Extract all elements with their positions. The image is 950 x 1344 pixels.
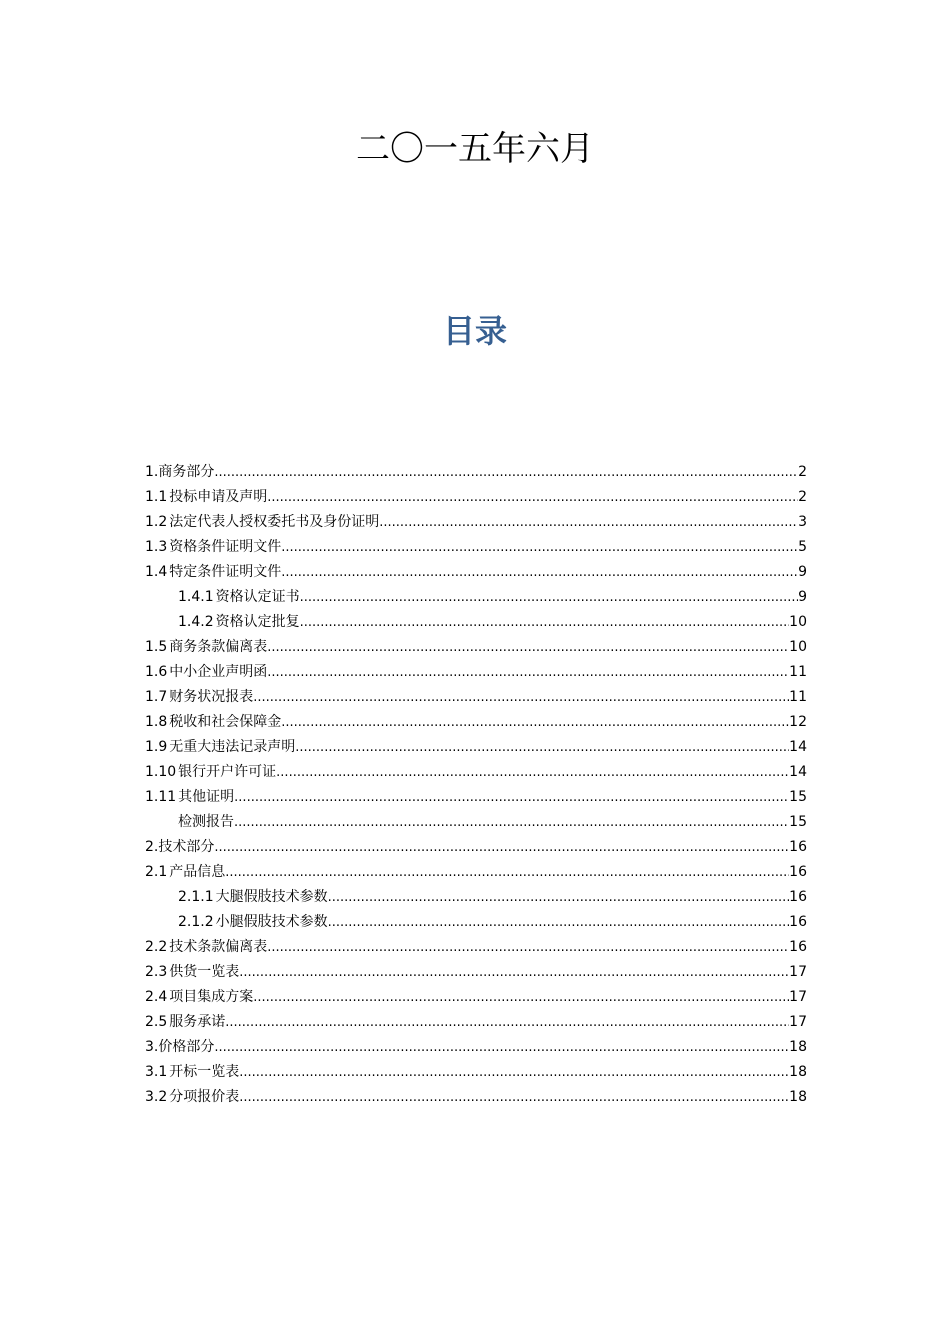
toc-entry-number: 1.8 bbox=[145, 714, 168, 730]
toc-entry-number: 1.1 bbox=[145, 489, 168, 505]
toc-entry-title: 开标一览表 bbox=[169, 1064, 240, 1080]
toc-entry-title: 价格部分 bbox=[158, 1039, 215, 1055]
toc-entry-title: 税收和社会保障金 bbox=[169, 714, 282, 730]
toc-dot-leader bbox=[379, 510, 798, 535]
toc-entry-title: 技术部分 bbox=[158, 839, 215, 855]
toc-dot-leader bbox=[225, 1010, 789, 1035]
toc-entry[interactable] bbox=[145, 1010, 807, 1035]
toc-entry-title: 资格认定批复 bbox=[215, 614, 300, 630]
toc-entry-page: 16 bbox=[789, 939, 807, 955]
toc-entry[interactable] bbox=[145, 985, 807, 1010]
toc-entry[interactable] bbox=[145, 535, 807, 560]
toc-entry[interactable] bbox=[145, 585, 807, 610]
toc-dot-leader bbox=[214, 460, 798, 485]
toc-entry[interactable] bbox=[145, 810, 807, 835]
toc-entry-title: 银行开户许可证 bbox=[178, 764, 277, 780]
toc-entry-page: 3 bbox=[798, 514, 807, 530]
toc-entry-number: 2.3 bbox=[145, 964, 168, 980]
toc-entry-page: 9 bbox=[798, 589, 807, 605]
toc-entry-number: 3.1 bbox=[145, 1064, 168, 1080]
toc-entry-page: 16 bbox=[789, 914, 807, 930]
toc-entry-page: 10 bbox=[789, 639, 807, 655]
toc-entry-page: 11 bbox=[789, 689, 807, 705]
toc-entry-page: 18 bbox=[789, 1064, 807, 1080]
toc-dot-leader bbox=[267, 485, 798, 510]
toc-entry-page: 18 bbox=[789, 1039, 807, 1055]
toc-entry-page: 14 bbox=[789, 764, 807, 780]
toc-entry-number: 1.10 bbox=[145, 764, 177, 780]
toc-dot-leader bbox=[267, 935, 789, 960]
toc-entry[interactable] bbox=[145, 835, 807, 860]
date-heading: 二〇一五年六月 bbox=[356, 129, 594, 169]
toc-entry-title: 小腿假肢技术参数 bbox=[215, 914, 328, 930]
toc-entry-title: 供货一览表 bbox=[169, 964, 240, 980]
toc-entry[interactable] bbox=[145, 935, 807, 960]
toc-entry-page: 10 bbox=[789, 614, 807, 630]
toc-entry-title: 无重大违法记录声明 bbox=[169, 739, 296, 755]
toc-entry[interactable] bbox=[145, 610, 807, 635]
toc-entry-title: 中小企业声明函 bbox=[169, 664, 268, 680]
toc-entry-title: 商务部分 bbox=[158, 464, 215, 480]
toc-entry-title: 商务条款偏离表 bbox=[169, 639, 268, 655]
toc-entry-title: 资格认定证书 bbox=[215, 589, 300, 605]
toc-dot-leader bbox=[253, 685, 789, 710]
toc-entry-page: 17 bbox=[789, 989, 807, 1005]
toc-dot-leader bbox=[281, 535, 798, 560]
toc-entry[interactable] bbox=[145, 1060, 807, 1085]
toc-entry-page: 9 bbox=[798, 564, 807, 580]
toc-dot-leader bbox=[281, 560, 798, 585]
toc-dot-leader bbox=[239, 1060, 789, 1085]
toc-dot-leader bbox=[281, 710, 789, 735]
toc-entry-page: 5 bbox=[798, 539, 807, 555]
toc-entry[interactable] bbox=[145, 860, 807, 885]
toc-entry[interactable] bbox=[145, 885, 807, 910]
toc-entry-number: 2.1.2 bbox=[178, 914, 214, 930]
toc-entry-title: 资格条件证明文件 bbox=[169, 539, 282, 555]
toc-dot-leader bbox=[300, 610, 790, 635]
toc-entry-title: 特定条件证明文件 bbox=[169, 564, 282, 580]
toc-dot-leader bbox=[234, 785, 789, 810]
toc-dot-leader bbox=[225, 860, 789, 885]
toc-entry-number: 2.4 bbox=[145, 989, 168, 1005]
toc-dot-leader bbox=[328, 885, 790, 910]
toc-entry[interactable] bbox=[145, 560, 807, 585]
toc-entry-title: 检测报告 bbox=[178, 814, 234, 830]
toc-entry-title: 产品信息 bbox=[169, 864, 226, 880]
toc-dot-leader bbox=[214, 835, 789, 860]
toc-entry-page: 16 bbox=[789, 839, 807, 855]
toc-entry-number: 1.6 bbox=[145, 664, 168, 680]
toc-entry-number: 2.1 bbox=[145, 864, 168, 880]
toc-entry-page: 17 bbox=[789, 964, 807, 980]
toc-entry-number: 1.2 bbox=[145, 514, 168, 530]
toc-entry[interactable] bbox=[145, 1035, 807, 1060]
toc-entry-page: 12 bbox=[789, 714, 807, 730]
toc-entry-number: 1.4.1 bbox=[178, 589, 214, 605]
toc-entry-title: 服务承诺 bbox=[169, 1014, 226, 1030]
toc-entry-number: 1.9 bbox=[145, 739, 168, 755]
toc-entry-number: 2.1.1 bbox=[178, 889, 214, 905]
toc-entry-number: 1. bbox=[145, 464, 159, 480]
toc-entry[interactable] bbox=[145, 760, 807, 785]
toc-entry-page: 16 bbox=[789, 864, 807, 880]
toc-entry[interactable] bbox=[145, 460, 807, 485]
toc-dot-leader bbox=[239, 1085, 789, 1110]
toc-entry-page: 16 bbox=[789, 889, 807, 905]
toc-entry-page: 17 bbox=[789, 1014, 807, 1030]
toc-entry-number: 1.5 bbox=[145, 639, 168, 655]
toc-entry-page: 15 bbox=[789, 789, 807, 805]
toc-entry-number: 1.11 bbox=[145, 789, 177, 805]
toc-entry-title: 大腿假肢技术参数 bbox=[215, 889, 328, 905]
toc-dot-leader bbox=[300, 585, 798, 610]
toc-dot-leader bbox=[234, 810, 789, 835]
toc-entry[interactable] bbox=[145, 635, 807, 660]
toc-entry-number: 1.4.2 bbox=[178, 614, 214, 630]
toc-entry-title: 项目集成方案 bbox=[169, 989, 254, 1005]
toc-entry[interactable] bbox=[145, 685, 807, 710]
toc-entry[interactable] bbox=[145, 660, 807, 685]
toc-entry[interactable] bbox=[145, 485, 807, 510]
toc-dot-leader bbox=[239, 960, 789, 985]
toc-dot-leader bbox=[267, 635, 789, 660]
toc-entry-page: 11 bbox=[789, 664, 807, 680]
toc-entry-number: 3. bbox=[145, 1039, 159, 1055]
toc-dot-leader bbox=[276, 760, 789, 785]
toc-entry[interactable] bbox=[145, 710, 807, 735]
table-of-contents bbox=[145, 460, 807, 1110]
toc-entry-page: 2 bbox=[798, 489, 807, 505]
toc-entry[interactable] bbox=[145, 785, 807, 810]
toc-entry-number: 3.2 bbox=[145, 1089, 168, 1105]
toc-entry[interactable] bbox=[145, 960, 807, 985]
toc-entry-number: 2. bbox=[145, 839, 159, 855]
toc-entry-number: 1.7 bbox=[145, 689, 168, 705]
toc-entry-number: 2.5 bbox=[145, 1014, 168, 1030]
toc-entry-page: 14 bbox=[789, 739, 807, 755]
toc-dot-leader bbox=[328, 910, 790, 935]
toc-entry-title: 技术条款偏离表 bbox=[169, 939, 268, 955]
toc-dot-leader bbox=[267, 660, 789, 685]
toc-entry-title: 法定代表人授权委托书及身份证明 bbox=[169, 514, 380, 530]
toc-entry-page: 2 bbox=[798, 464, 807, 480]
toc-title: 目录 bbox=[442, 312, 507, 350]
toc-entry-page: 15 bbox=[789, 814, 807, 830]
toc-dot-leader bbox=[214, 1035, 789, 1060]
toc-entry-title: 财务状况报表 bbox=[169, 689, 254, 705]
toc-entry-number: 1.4 bbox=[145, 564, 168, 580]
toc-dot-leader bbox=[253, 985, 789, 1010]
toc-entry[interactable] bbox=[145, 910, 807, 935]
toc-entry-number: 1.3 bbox=[145, 539, 168, 555]
toc-entry[interactable] bbox=[145, 510, 807, 535]
toc-entry-title: 分项报价表 bbox=[169, 1089, 240, 1105]
toc-entry[interactable] bbox=[145, 1085, 807, 1110]
toc-entry[interactable] bbox=[145, 735, 807, 760]
toc-entry-title: 投标申请及声明 bbox=[169, 489, 268, 505]
toc-entry-page: 18 bbox=[789, 1089, 807, 1105]
toc-dot-leader bbox=[295, 735, 789, 760]
toc-entry-number: 2.2 bbox=[145, 939, 168, 955]
toc-entry-title: 其他证明 bbox=[178, 789, 235, 805]
